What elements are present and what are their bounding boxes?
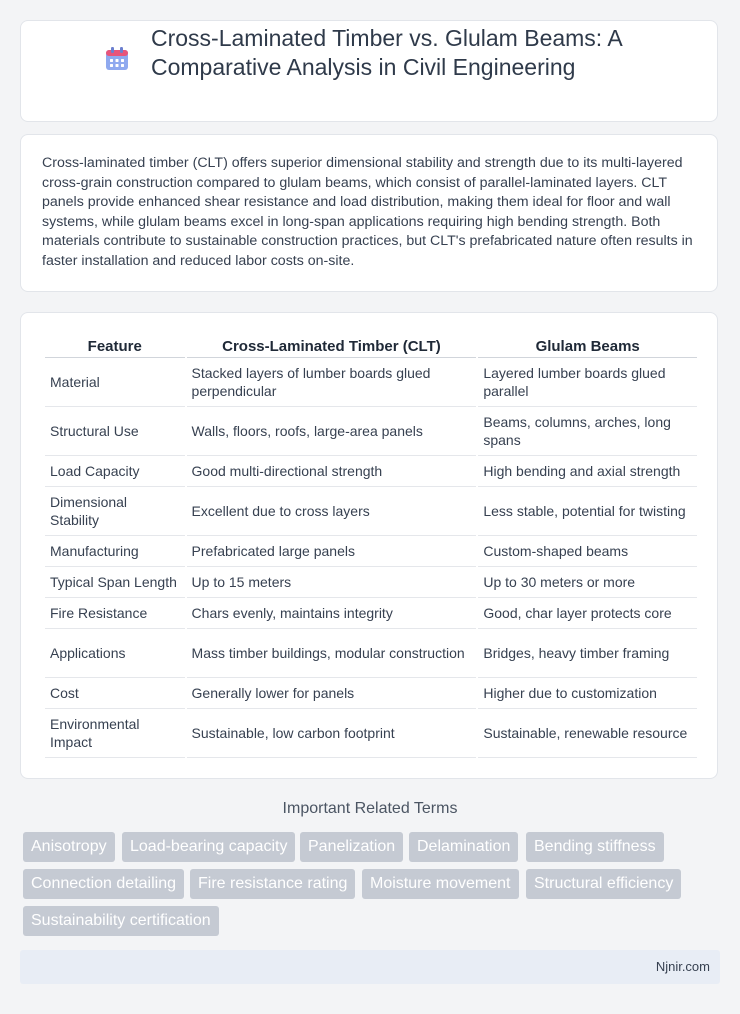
clt-cell: Stacked layers of lumber boards glued perpendicular	[187, 358, 477, 407]
term-tag[interactable]: Connection detailing	[23, 869, 184, 899]
glulam-cell: Higher due to customization	[478, 678, 697, 709]
glulam-cell: Sustainable, renewable resource	[478, 709, 697, 758]
clt-cell: Up to 15 meters	[187, 567, 477, 598]
feature-cell: Load Capacity	[45, 456, 185, 487]
table-row	[45, 567, 697, 598]
glulam-cell: Custom-shaped beams	[478, 536, 697, 567]
glulam-cell: Good, char layer protects core	[478, 598, 697, 629]
term-tag[interactable]: Fire resistance rating	[190, 869, 355, 899]
glulam-cell: Layered lumber boards glued parallel	[478, 358, 697, 407]
table-row	[45, 629, 697, 678]
clt-cell: Mass timber buildings, modular construction	[187, 629, 477, 678]
table-row	[45, 407, 697, 456]
footer	[20, 950, 720, 984]
comparison-table	[43, 335, 699, 758]
glulam-cell: Beams, columns, arches, long spans	[478, 407, 697, 456]
table-header-row	[45, 335, 697, 358]
header-glulam: Glulam Beams	[478, 335, 697, 358]
feature-cell: Material	[45, 358, 185, 407]
feature-cell: Cost	[45, 678, 185, 709]
intro-paragraph: Cross-laminated timber (CLT) offers superior dimensional stability and strength due to its multi-layered cross-grain construction compared to glulam beams, which consist of parallel-laminated layers. CLT panels provide enhanced shear resistance and load distribution, making them ideal for floor and wall systems, while glulam beams excel in long-span applications requiring high bending strength. Both materials contribute to sustainable construction practices, but CLT's prefabricated nature often results in faster installation and reduced labor costs on-site.	[42, 155, 693, 269]
term-tag[interactable]: Load-bearing capacity	[122, 832, 295, 862]
table-row	[45, 598, 697, 629]
clt-cell: Chars evenly, maintains integrity	[187, 598, 477, 629]
feature-cell: Manufacturing	[45, 536, 185, 567]
glulam-cell: Bridges, heavy timber framing	[478, 629, 697, 678]
glulam-cell: High bending and axial strength	[478, 456, 697, 487]
glulam-cell: Less stable, potential for twisting	[478, 487, 697, 536]
clt-cell: Prefabricated large panels	[187, 536, 477, 567]
feature-cell: Applications	[45, 629, 185, 678]
term-tag[interactable]: Structural efficiency	[526, 869, 681, 899]
feature-cell: Fire Resistance	[45, 598, 185, 629]
table-row	[45, 536, 697, 567]
feature-cell: Structural Use	[45, 407, 185, 456]
clt-cell: Excellent due to cross layers	[187, 487, 477, 536]
footer-site[interactable]: Njnir.com	[655, 959, 710, 974]
term-tag[interactable]: Bending stiffness	[526, 832, 664, 862]
table-row	[45, 678, 697, 709]
term-tag[interactable]: Panelization	[300, 832, 403, 862]
table-row	[45, 709, 697, 758]
feature-cell: Dimensional Stability	[45, 487, 185, 536]
feature-cell: Typical Span Length	[45, 567, 185, 598]
term-tag[interactable]: Moisture movement	[362, 869, 519, 899]
table-row	[45, 358, 697, 407]
feature-cell: Environmental Impact	[45, 709, 185, 758]
table-row	[45, 487, 697, 536]
glulam-cell: Up to 30 meters or more	[478, 567, 697, 598]
page-title: Cross-Laminated Timber vs. Glulam Beams: A Comparative Analysis in Civil Engineering	[151, 25, 622, 80]
clt-cell: Good multi-directional strength	[187, 456, 477, 487]
term-tag[interactable]: Anisotropy	[23, 832, 115, 862]
clt-cell: Walls, floors, roofs, large-area panels	[187, 407, 477, 456]
intro-card	[20, 134, 718, 292]
table-row	[45, 456, 697, 487]
term-tag[interactable]: Sustainability certification	[23, 906, 219, 936]
header-clt: Cross-Laminated Timber (CLT)	[187, 335, 477, 358]
comparison-card	[20, 312, 718, 779]
header-feature: Feature	[45, 335, 185, 358]
clt-cell: Sustainable, low carbon footprint	[187, 709, 477, 758]
clt-cell: Generally lower for panels	[187, 678, 477, 709]
related-terms-heading: Important Related Terms	[282, 800, 458, 817]
term-tag[interactable]: Delamination	[409, 832, 518, 862]
